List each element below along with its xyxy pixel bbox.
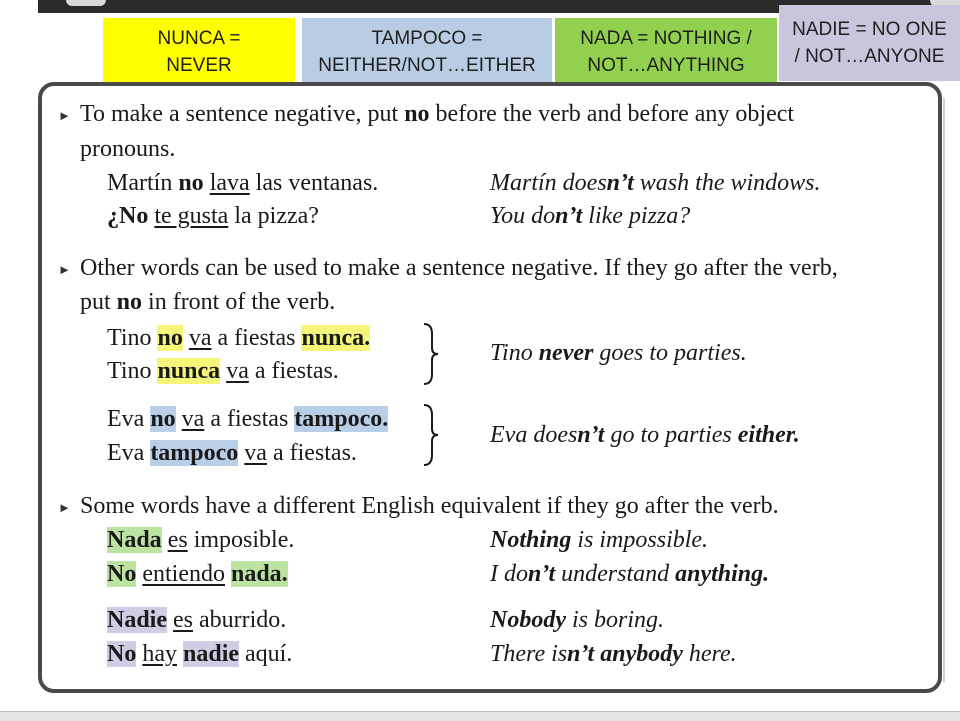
translation-emphasis: never	[538, 340, 594, 366]
negative-word: nunca	[157, 358, 221, 384]
vocab-tampoco-line2: NEITHER/NOT…EITHER	[318, 55, 536, 76]
negative-word: ¿No	[107, 203, 149, 229]
translation-emphasis: n’t	[606, 170, 634, 196]
verb: va	[244, 440, 267, 466]
word: aburrido.	[199, 607, 287, 633]
vocab-nadie-line1: NADIE = NO ONE	[792, 19, 947, 40]
example-9	[107, 607, 286, 634]
example-4	[107, 358, 339, 385]
translation-text: Eva does	[490, 422, 578, 448]
rule-1-line-1	[80, 101, 794, 128]
translation-emphasis: Nobody	[490, 607, 566, 633]
vocab-nada-line1: NADA = NOTHING /	[580, 28, 752, 49]
negative-word: tampoco	[150, 440, 239, 466]
negative-word: No	[107, 641, 137, 667]
word: a fiestas.	[272, 440, 357, 466]
example-5	[107, 406, 388, 433]
vocab-nadie-line2: / NOT…ANYONE	[794, 46, 945, 67]
translation-text: like pizza?	[588, 203, 691, 229]
rule-3-line-1: Some words have a different English equivalent if they go after the verb.	[80, 493, 779, 519]
translation-text: understand	[561, 561, 670, 587]
translation-emphasis: anybody	[600, 641, 683, 667]
translation-emphasis: n’t	[577, 422, 605, 448]
word: Martín	[107, 170, 173, 196]
rule-1-line-2: pronouns.	[80, 136, 176, 162]
vocab-nunca-line1: NUNCA =	[157, 28, 241, 49]
verb: es	[173, 607, 193, 633]
word: a fiestas	[210, 406, 289, 432]
negative-word: no	[178, 170, 204, 196]
translation-4	[490, 422, 800, 449]
word: las ventanas.	[255, 170, 379, 196]
translation-2	[490, 203, 690, 230]
translation-7	[490, 607, 664, 634]
vocab-tampoco-line1: TAMPOCO =	[371, 28, 483, 49]
vocab-box-nadie	[779, 5, 960, 81]
curly-brace-icon	[422, 403, 440, 467]
translation-text: Tino	[490, 340, 533, 366]
negative-word: nadie	[183, 641, 240, 667]
translation-emphasis: n’t	[555, 203, 583, 229]
rule-2-line-1: Other words can be used to make a sentence negative. If they go after the verb,	[80, 255, 838, 281]
verb: te gusta	[154, 203, 229, 229]
negative-word: tampoco.	[294, 406, 389, 432]
verb: va	[226, 358, 249, 384]
vocab-box-nada	[555, 18, 777, 86]
negative-word: Nada	[107, 527, 162, 553]
negative-word: no	[157, 325, 183, 351]
vocab-box-nunca	[103, 18, 295, 86]
example-1	[107, 170, 378, 197]
rule-keyword: no	[404, 101, 430, 127]
translation-text: There is	[490, 641, 568, 667]
word: Eva	[107, 406, 145, 432]
example-2	[107, 203, 319, 230]
bullet-triangle-icon: ►	[58, 108, 71, 123]
translation-text: I do	[490, 561, 528, 587]
translation-text: You do	[490, 203, 556, 229]
example-8	[107, 561, 288, 588]
translation-emphasis: either.	[737, 422, 800, 448]
word: a fiestas	[217, 325, 296, 351]
negative-word: nada.	[230, 561, 288, 587]
curly-brace-icon	[422, 322, 440, 386]
bullet-triangle-icon: ►	[58, 262, 71, 277]
translation-text: wash the windows.	[639, 170, 821, 196]
translation-emphasis: Nothing	[490, 527, 572, 553]
word: Eva	[107, 440, 145, 466]
vocab-box-tampoco	[302, 18, 552, 86]
verb: entiendo	[142, 561, 225, 587]
translation-text: Martín does	[490, 170, 607, 196]
rule-text: put	[80, 289, 111, 315]
word: la pizza?	[234, 203, 319, 229]
right-edge-line	[943, 98, 945, 682]
negative-word: No	[107, 561, 137, 587]
verb: va	[181, 406, 205, 432]
rule-text: before the verb and before any object	[435, 101, 795, 127]
verb: lava	[209, 170, 250, 196]
translation-emphasis: n’t	[528, 561, 556, 587]
word: a fiestas.	[254, 358, 339, 384]
word: Tino	[107, 325, 152, 351]
translation-emphasis: n’t	[567, 641, 595, 667]
bullet-triangle-icon: ►	[58, 500, 71, 515]
rule-text: in front of the verb.	[148, 289, 336, 315]
translation-text: is impossible.	[577, 527, 709, 553]
translation-text: goes to parties.	[599, 340, 747, 366]
negative-word: no	[150, 406, 176, 432]
example-7	[107, 527, 294, 554]
translation-3	[490, 340, 747, 367]
example-3	[107, 325, 370, 352]
translation-1	[490, 170, 821, 197]
top-bar-mark	[66, 0, 106, 6]
rule-keyword: no	[116, 289, 143, 315]
rule-text: To make a sentence negative, put	[80, 101, 399, 127]
translation-emphasis: anything.	[675, 561, 770, 587]
translation-5	[490, 527, 708, 554]
example-6	[107, 440, 357, 467]
negative-word: Nadie	[107, 607, 167, 633]
translation-text: is boring.	[571, 607, 664, 633]
translation-text: go to parties	[610, 422, 732, 448]
rule-2-line-2	[80, 289, 335, 316]
verb: va	[188, 325, 212, 351]
vocab-nunca-line2: NEVER	[166, 55, 232, 76]
negative-word: nunca.	[301, 325, 371, 351]
translation-6	[490, 561, 769, 588]
word: Tino	[107, 358, 152, 384]
verb: es	[167, 527, 188, 553]
word: imposible.	[193, 527, 295, 553]
translation-text: here.	[688, 641, 737, 667]
vocab-nada-line2: NOT…ANYTHING	[587, 55, 745, 76]
example-10	[107, 641, 292, 668]
verb: hay	[142, 641, 177, 667]
word: aquí.	[245, 641, 293, 667]
translation-8	[490, 641, 737, 668]
